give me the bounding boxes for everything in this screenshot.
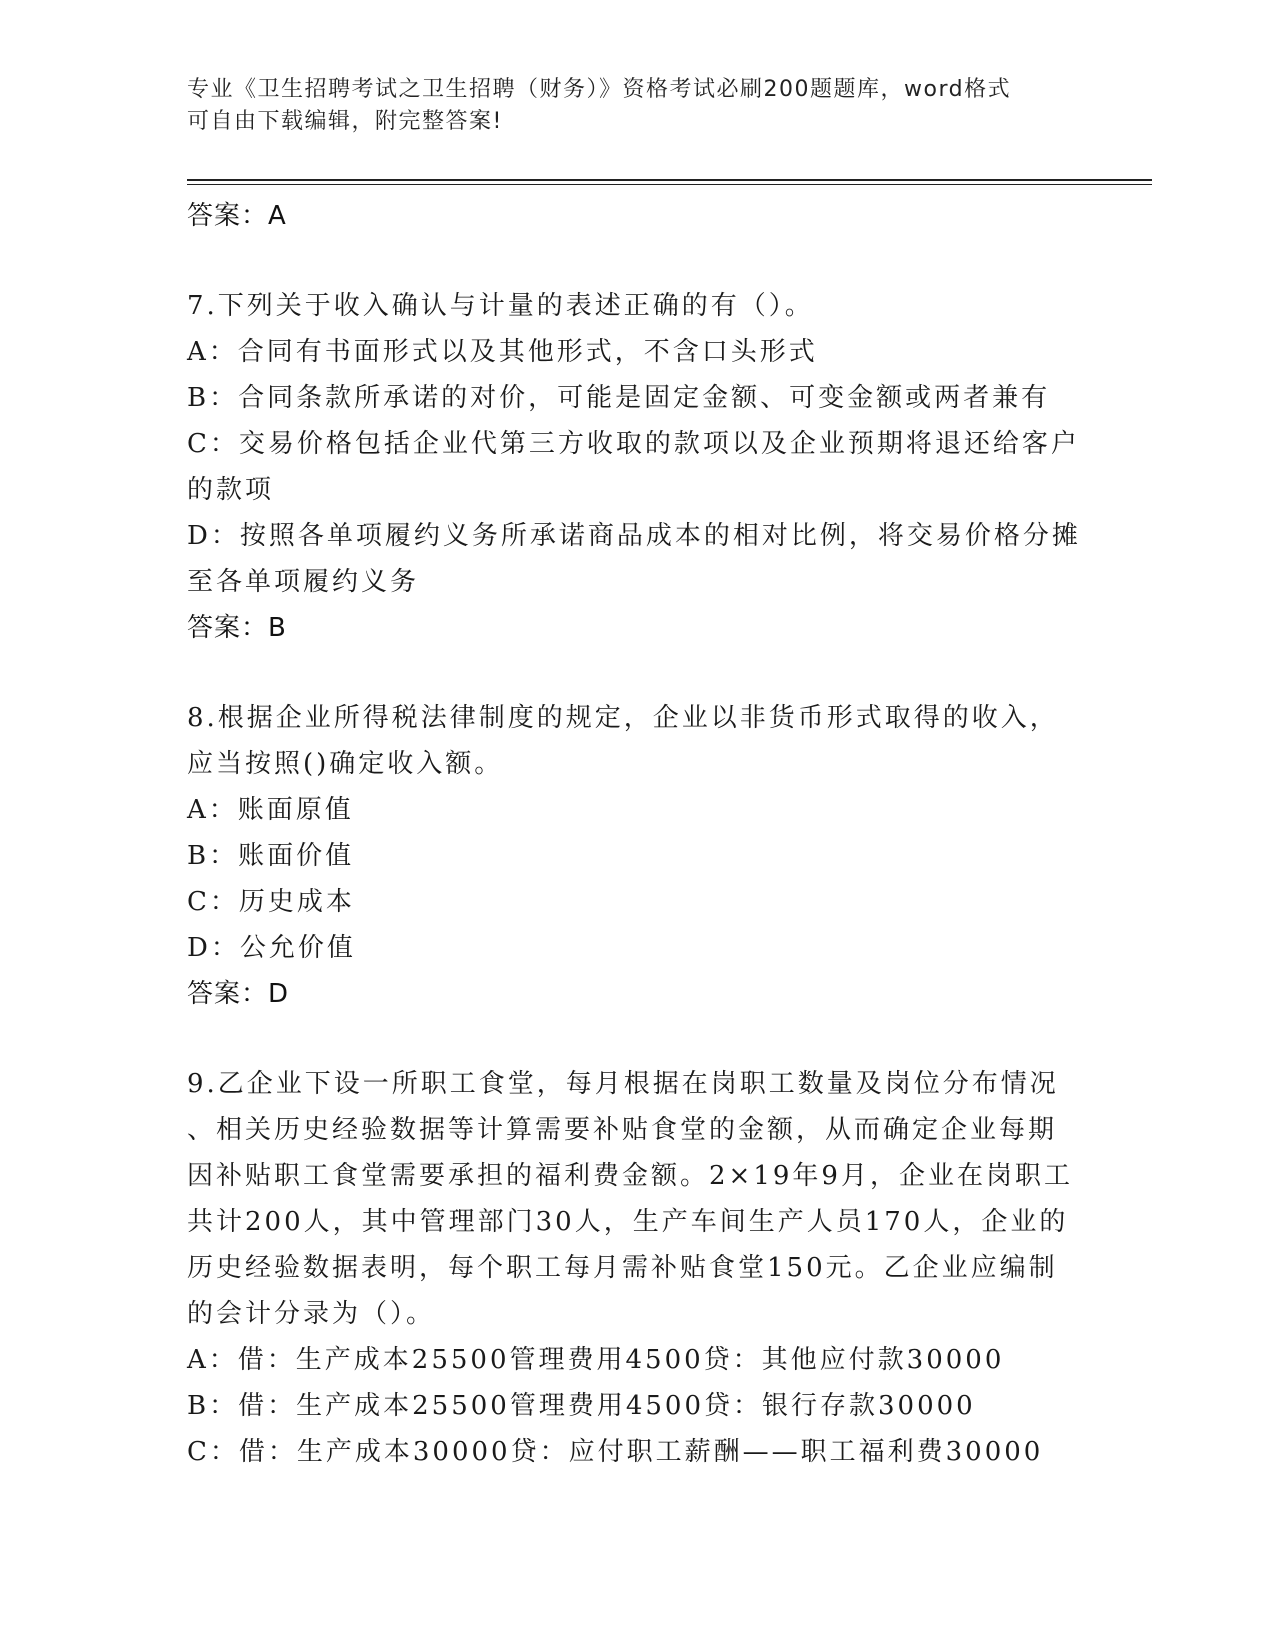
q7-option-c-line1: C：交易价格包括企业代第三方收取的款项以及企业预期将退还给客户: [187, 429, 1080, 459]
question-list: [187, 193, 1087, 1475]
q8-option-d: D：公允价值: [187, 933, 356, 963]
q9-option-b: B：借：生产成本25500管理费用4500贷：银行存款30000: [187, 1391, 976, 1421]
q7-option-c-line2: 的款项: [187, 475, 275, 505]
q9-stem-line4: 共计200人，其中管理部门30人，生产车间生产人员170人，企业的: [187, 1207, 1069, 1237]
header-title-line1: 专业《卫生招聘考试之卫生招聘（财务）》资格考试必刷200题题库，word格式: [187, 77, 1012, 102]
q9-stem-line1: 9.乙企业下设一所职工食堂，每月根据在岗职工数量及岗位分布情况: [187, 1069, 1059, 1099]
header-divider-thick: [187, 179, 1152, 181]
question-8: [187, 695, 1087, 1017]
q7-option-d-line2: 至各单项履约义务: [187, 567, 420, 597]
q9-stem-line3: 因补贴职工食堂需要承担的福利费金额。2×19年9月，企业在岗职工: [187, 1161, 1073, 1191]
q7-option-a: A：合同有书面形式以及其他形式，不含口头形式: [187, 337, 818, 367]
q7-answer: 答案：B: [187, 613, 287, 643]
q8-stem-line2: 应当按照()确定收入额。: [187, 749, 504, 779]
spacer: [187, 1017, 1087, 1061]
q6-answer: 答案：A: [187, 201, 287, 231]
q9-option-c: C：借：生产成本30000贷：应付职工薪酬——职工福利费30000: [187, 1437, 1044, 1467]
question-9: [187, 1061, 1087, 1475]
q9-stem-line5: 历史经验数据表明，每个职工每月需补贴食堂150元。乙企业应编制: [187, 1253, 1058, 1283]
page-header: [187, 74, 1087, 138]
q8-option-a: A：账面原值: [187, 795, 354, 825]
q8-answer: 答案：D: [187, 979, 290, 1009]
q9-stem-line6: 的会计分录为（）。: [187, 1299, 436, 1329]
header-divider-thin: [187, 184, 1152, 185]
q9-option-a: A：借：生产成本25500管理费用4500贷：其他应付款30000: [187, 1345, 1005, 1375]
spacer: [187, 239, 1087, 283]
question-7: [187, 283, 1087, 651]
q9-stem-line2: 、相关历史经验数据等计算需要补贴食堂的金额，从而确定企业每期: [187, 1115, 1058, 1145]
spacer: [187, 651, 1087, 695]
q7-option-d-line1: D：按照各单项履约义务所承诺商品成本的相对比例，将交易价格分摊: [187, 521, 1081, 551]
q7-stem: 7.下列关于收入确认与计量的表述正确的有（）。: [187, 291, 814, 321]
q8-stem-line1: 8.根据企业所得税法律制度的规定，企业以非货币形式取得的收入，: [187, 703, 1059, 733]
q8-option-c: C：历史成本: [187, 887, 355, 917]
header-title-line2: 可自由下载编辑，附完整答案!: [187, 109, 503, 134]
q8-option-b: B：账面价值: [187, 841, 355, 871]
q7-option-b: B：合同条款所承诺的对价，可能是固定金额、可变金额或两者兼有: [187, 383, 1051, 413]
